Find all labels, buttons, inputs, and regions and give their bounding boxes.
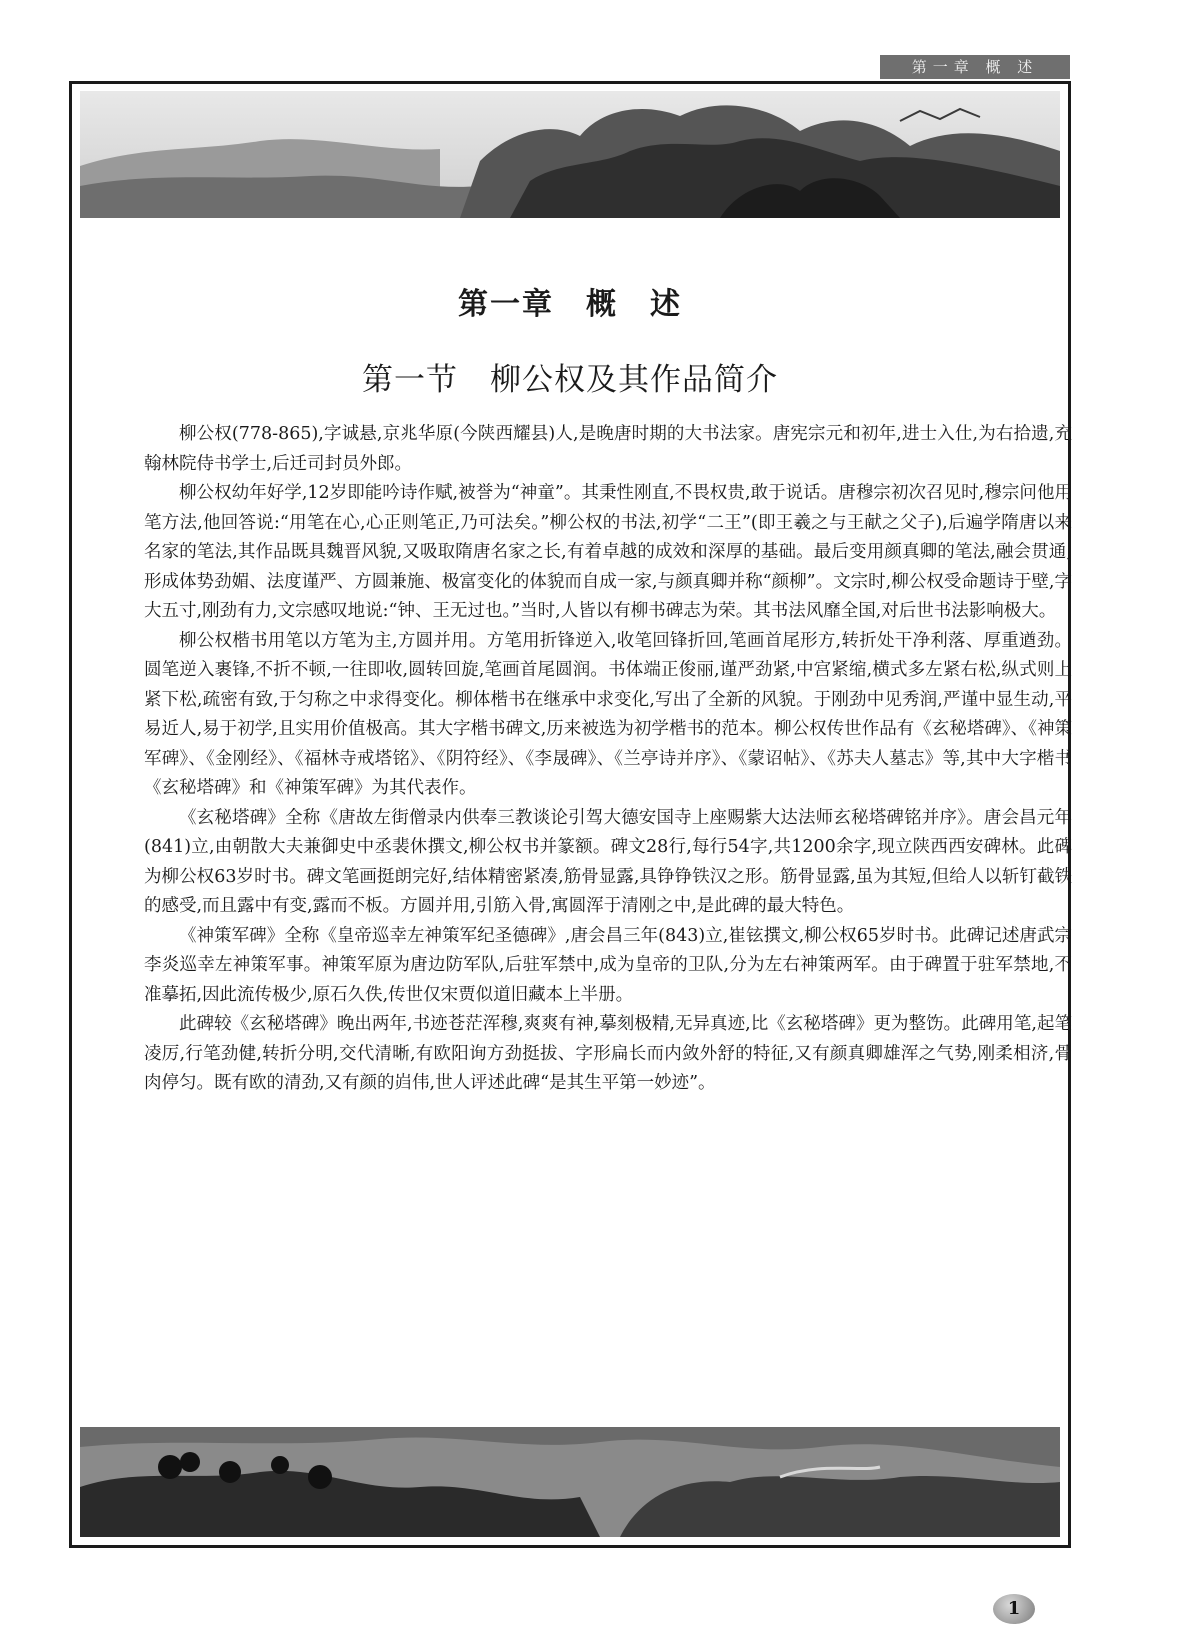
landscape-painting-bottom <box>80 1427 1060 1537</box>
page-number: 1 <box>993 1594 1035 1624</box>
paragraph: 柳公权楷书用笔以方笔为主,方圆并用。方笔用折锋逆入,收笔回锋折回,笔画首尾形方,转折处干净利落、厚重遒劲。圆笔逆入裹锋,不折不顿,一往即收,圆转回旋,笔画首尾圆润。书体端正俊丽,谨严劲紧,中宫紧缩,横式多左紧右松,纵式则上紧下松,疏密有致,于匀称之中求得变化。柳体楷书在继承中求变化,写出了全新的风貌。于刚劲中见秀润,严谨中显生动,平易近人,易于初学,且实用价值极高。其大字楷书碑文,历来被选为初学楷书的范本。柳公权传世作品有《玄秘塔碑》、《神策军碑》、《金刚经》、《福林寺戒塔铭》、《阴符经》、《李晟碑》、《兰亭诗并序》、《蒙诏帖》、《苏夫人墓志》等,其中大字楷书《玄秘塔碑》和《神策军碑》为其代表作。 <box>144 630 1072 798</box>
section-title: 第一节 柳公权及其作品简介 <box>362 362 778 398</box>
page-frame <box>69 81 1071 1548</box>
paragraph: 《玄秘塔碑》全称《唐故左街僧录内供奉三教谈论引驾大德安国寺上座赐紫大达法师玄秘塔碑铭并序》。唐会昌元年(841)立,由朝散大夫兼御史中丞裴休撰文,柳公权书并篆额。碑文28行,每行54字,共1200余字,现立陕西西安碑林。此碑为柳公权63岁时书。碑文笔画挺朗完好,结体精密紧凑,筋骨显露,具铮铮铁汉之形。筋骨显露,虽为其短,但给人以斩钉截铁的感受,而且露中有变,露而不板。方圆并用,引筋入骨,寓圆浑于清刚之中,是此碑的最大特色。 <box>144 807 1072 916</box>
paragraph: 此碑较《玄秘塔碑》晚出两年,书迹苍茫浑穆,爽爽有神,摹刻极精,无异真迹,比《玄秘塔碑》更为整饬。此碑用笔,起笔凌厉,行笔劲健,转折分明,交代清晰,有欧阳询方劲挺拔、字形扁长而内敛外舒的特征,又有颜真卿雄浑之气势,刚柔相济,骨肉停匀。既有欧的清劲,又有颜的岿伟,世人评述此碑“是其生平第一妙迹”。 <box>144 1014 1072 1093</box>
running-header: 第一章 概 述 <box>880 55 1070 79</box>
landscape-banner-bottom <box>80 1427 1060 1537</box>
body-text <box>144 420 1072 1099</box>
landscape-banner-top <box>80 91 1060 218</box>
paragraph: 《神策军碑》全称《皇帝巡幸左神策军纪圣德碑》,唐会昌三年(843)立,崔铉撰文,柳公权65岁时书。此碑记述唐武宗李炎巡幸左神策军事。神策军原为唐边防军队,后驻军禁中,成为皇帝的卫队,分为左右神策两军。由于碑置于驻军禁地,不准摹拓,因此流传极少,原石久佚,传世仅宋贾似道旧藏本上半册。 <box>144 925 1072 1005</box>
chapter-title: 第一章 概 述 <box>458 287 682 322</box>
paragraph: 柳公权幼年好学,12岁即能吟诗作赋,被誉为“神童”。其秉性刚直,不畏权贵,敢于说话。唐穆宗初次召见时,穆宗问他用笔方法,他回答说:“用笔在心,心正则笔正,乃可法矣。”柳公权的书法,初学“二王”(即王羲之与王献之父子),后遍学隋唐以来名家的笔法,其作品既具魏晋风貌,又吸取隋唐名家之长,有着卓越的成效和深厚的基础。最后变用颜真卿的笔法,融会贯通,形成体势劲媚、法度谨严、方圆兼施、极富变化的体貌而自成一家,与颜真卿并称“颜柳”。文宗时,柳公权受命题诗于壁,字大五寸,刚劲有力,文宗感叹地说:“钟、王无过也。”当时,人皆以有柳书碑志为荣。其书法风靡全国,对后世书法影响极大。 <box>144 483 1072 621</box>
paragraph: 柳公权(778-865),字诚悬,京兆华原(今陕西耀县)人,是晚唐时期的大书法家。唐宪宗元和初年,进士入仕,为右拾遗,充翰林院侍书学士,后迁司封员外郎。 <box>144 424 1072 474</box>
landscape-painting-top <box>80 91 1060 218</box>
